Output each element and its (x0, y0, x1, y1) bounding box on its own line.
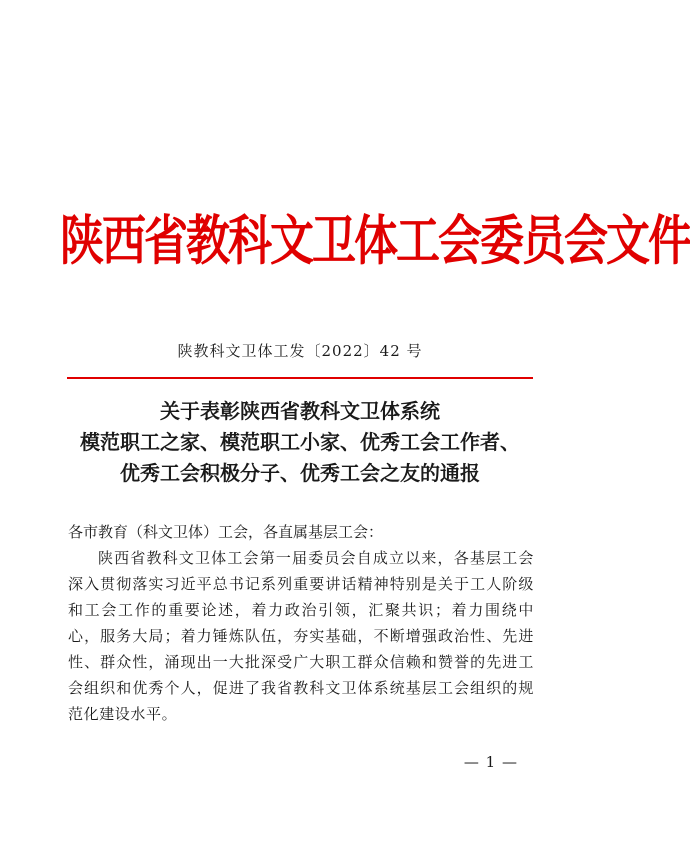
notice-title (0, 396, 600, 489)
notice-title-line-3: 优秀工会积极分子、优秀工会之友的通报 (120, 461, 480, 485)
body-paragraph: 陕西省教科文卫体工会第一届委员会自成立以来，各基层工会深入贯彻落实习近平总书记系列重要讲话精神特别是关于工人阶级和工会工作的重要论述，着力政治引领，汇聚共识；着力围绕中心，服务大局；着力锤炼队伍，夯实基础，不断增强政治性、先进性、群众性，涌现出一大批深受广大职工群众信赖和赞誉的先进工会组织和优秀个人，促进了我省教科文卫体系统基层工会组织的规范化建设水平。 (68, 549, 534, 723)
document-body (68, 519, 534, 727)
salutation: 各市教育（科文卫体）工会，各直属基层工会： (68, 523, 384, 541)
red-divider-line (67, 377, 533, 379)
document-number: 陕教科文卫体工发〔2022〕42 号 (177, 342, 423, 360)
document-header-title: 陕西省教科文卫体工会委员会文件 (60, 210, 690, 273)
notice-title-line-1: 关于表彰陕西省教科文卫体系统 (160, 399, 440, 423)
page-number: — 1 — (463, 753, 518, 771)
notice-title-line-2: 模范职工之家、模范职工小家、优秀工会工作者、 (80, 430, 520, 454)
